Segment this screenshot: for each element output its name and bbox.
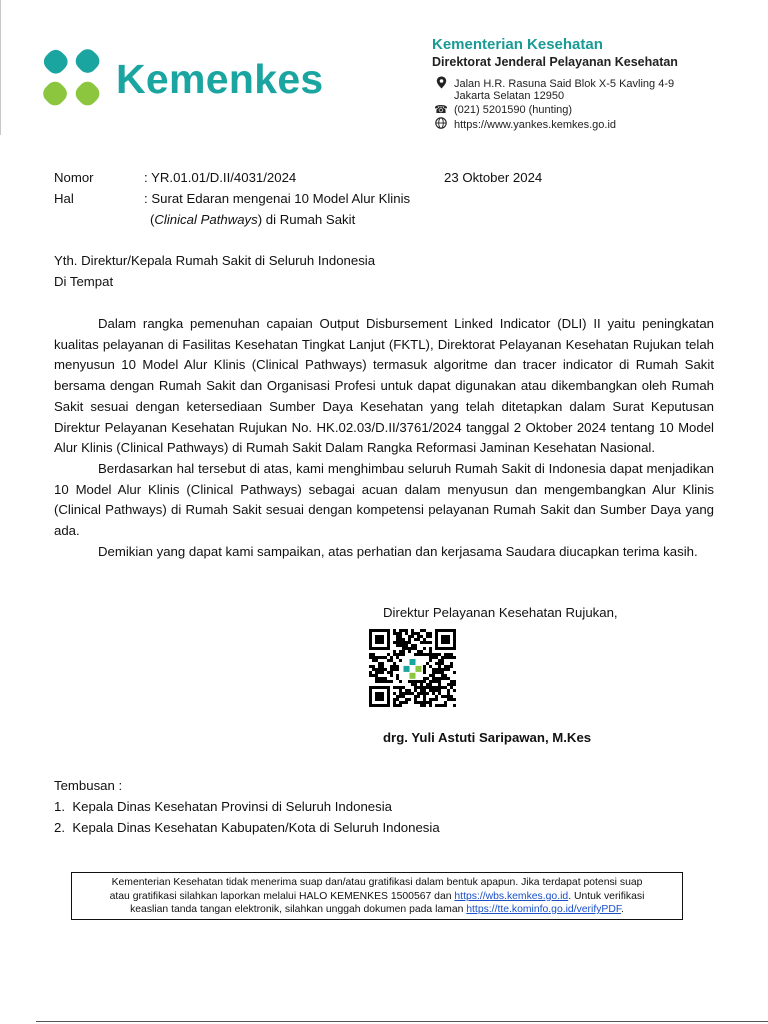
nomor-label: Nomor [54, 170, 94, 185]
body-paragraph-3: Demikian yang dapat kami sampaikan, atas perhatian dan kerjasama Saudara diucapkan terima kasih. [98, 543, 698, 559]
addressee-line-2: Di Tempat [54, 274, 114, 289]
telephone-icon: ☎ [434, 104, 448, 116]
signature-qr-code [369, 629, 456, 707]
signer-name: drg. Yuli Astuti Saripawan, M.Kes [383, 730, 592, 745]
address-line-2: Jakarta Selatan 12950 [454, 90, 565, 102]
kemenkes-logo-icon [38, 46, 106, 110]
address-line-1: Jalan H.R. Rasuna Said Blok X-5 Kavling 4-9 [433, 76, 674, 92]
cc-item: 2. Kepala Dinas Kesehatan Kabupaten/Kota di Seluruh Indonesia [54, 820, 440, 835]
addressee-line-1: Yth. Direktur/Kepala Rumah Sakit di Seluruh Indonesia [54, 253, 376, 268]
phone-line: ☎ (021) 5201590 (hunting) [434, 103, 573, 116]
anti-gratification-notice [71, 872, 683, 920]
body-paragraph-1: Dalam rangka pemenuhan capaian Output Disbursement Linked Indicator (DLI) II yaitu peningkatan kualitas pelayanan di Fasilitas Kesehatan Tingkat Lanjut (FKTL), Direktorat Pelayanan Kesehatan Rujukan telah menyusun 10 Model Alur Klinis (Clinical Pathways) termasuk algoritme dan tracer indicator di Rumah Sakit bersama dengan Rumah Sakit dan Organisasi Profesi untuk dapat digunakan atau dikembangkan oleh Rumah Sakit sesuai dengan ketersediaan Sumber Daya Kesehatan yang telah ditetapkan dalam Surat Keputusan Direktur Pelayanan Kesehatan Rujukan No. HK.02.03/D.II/3761/2024 tanggal 2 Oktober 2024 tentang 10 Model Alur Klinis (Clinical Pathways) di Rumah Sakit Dalam Rangka Reformasi Jaminan Kesehatan Nasional. [54, 316, 714, 456]
nomor-value: : YR.01.01/D.II/4031/2024 [144, 170, 297, 185]
directorate-name: Direktorat Jenderal Pelayanan Kesehatan [432, 55, 678, 69]
hal-line-2: (Clinical Pathways) di Rumah Sakit [150, 212, 356, 227]
hal-label: Hal [54, 191, 74, 206]
notice-line-1: Kementerian Kesehatan tidak menerima suap dan/atau gratifikasi dalam bentuk apapun. Jika terdapat potensi suap [111, 877, 643, 888]
brand-wordmark: Kemenkes [116, 56, 324, 102]
cc-item: 1. Kepala Dinas Kesehatan Provinsi di Seluruh Indonesia [54, 799, 392, 814]
notice-line-2: atau gratifikasi silahkan laporkan melalui HALO KEMENKES 1500567 dan https://wbs.kemkes.go.id. Untuk verifikasi [109, 890, 645, 902]
globe-icon [433, 117, 449, 132]
ministry-name: Kementerian Kesehatan [432, 36, 603, 53]
cc-heading: Tembusan : [54, 778, 123, 793]
hal-line-1: : Surat Edaran mengenai 10 Model Alur Klinis [144, 191, 411, 206]
signer-title: Direktur Pelayanan Kesehatan Rujukan, [383, 605, 618, 620]
body-paragraph-2: Berdasarkan hal tersebut di atas, kami menghimbau seluruh Rumah Sakit di Indonesia dapat menjadikan 10 Model Alur Klinis (Clinical Pathways) sebagai acuan dalam menyusun dan mengembangkan Alur Klinis (Clinical Pathways) di Rumah Sakit sesuai dengan kompetensi pelayanan Rumah Sakit dan Sumber Daya yang ada. [54, 460, 714, 539]
tte-verify-link[interactable]: https://tte.kominfo.go.id/verifyPDF [466, 904, 622, 915]
notice-line-3: keaslian tanda tangan elektronik, silahkan unggah dokumen pada laman https://tte.kominfo.go.id/verifyPDF. [130, 904, 624, 915]
hal-italic-term: Clinical Pathways [154, 212, 258, 227]
location-pin-icon [433, 76, 449, 92]
bottom-rule [36, 1021, 768, 1022]
letter-date: 23 Oktober 2024 [444, 170, 543, 185]
letter-body [54, 314, 714, 562]
wbs-link[interactable]: https://wbs.kemkes.go.id [454, 890, 569, 902]
left-margin-rule [0, 0, 1, 135]
website-line[interactable]: https://www.yankes.kemkes.go.id [433, 117, 616, 132]
